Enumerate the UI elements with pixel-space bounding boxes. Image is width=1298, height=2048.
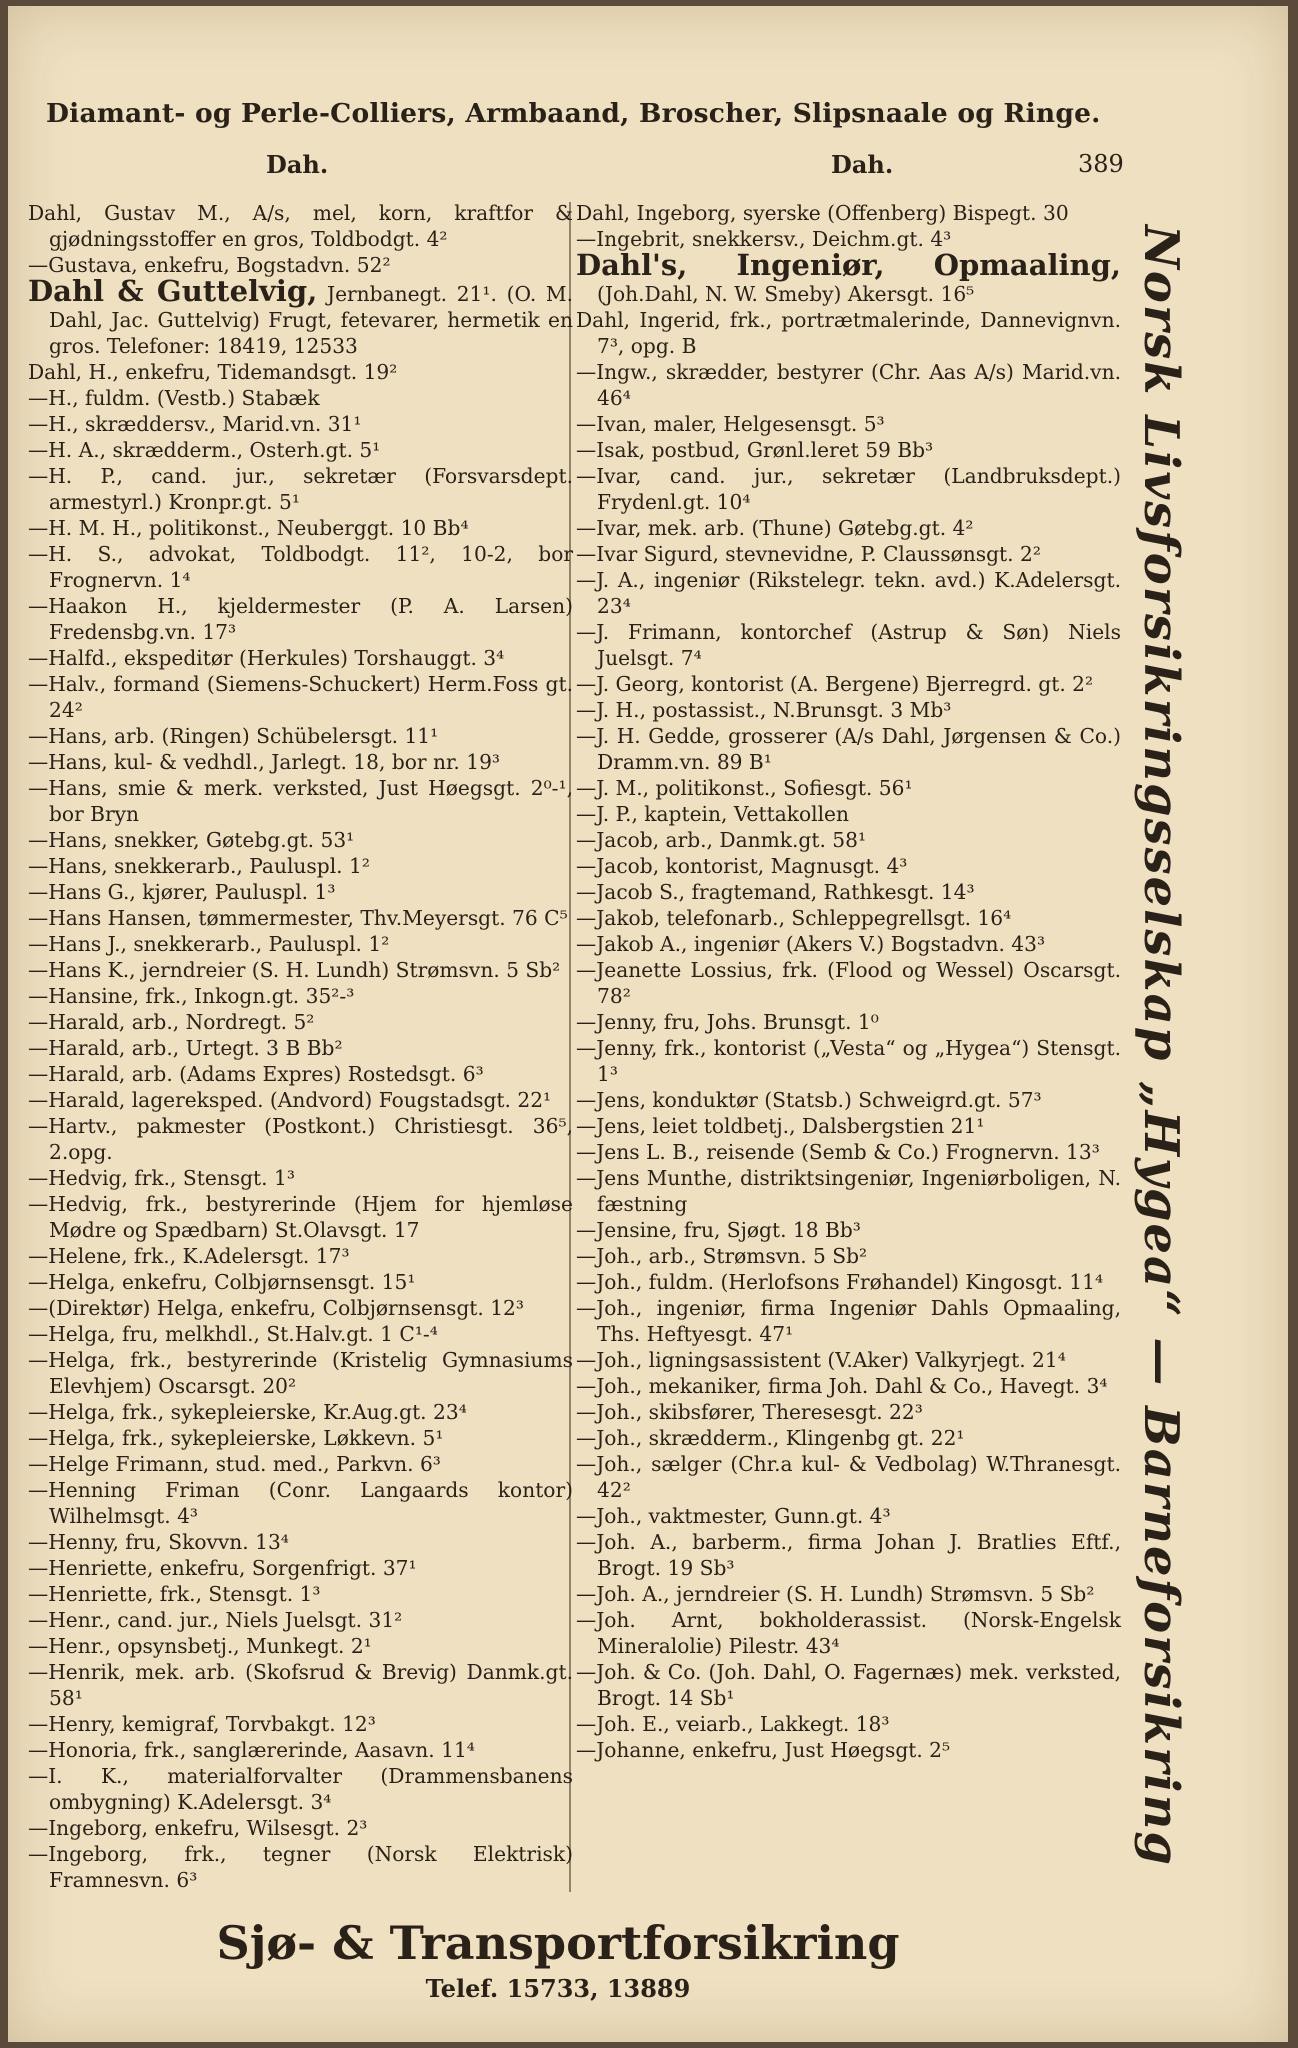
list-item: —Helga, frk., sykepleierske, Kr.Aug.gt. 23⁴: [28, 1400, 467, 1424]
header-left: Dah.: [266, 150, 329, 179]
list-item: —Ingeborg, enkefru, Wilsesgt. 2³: [28, 1816, 368, 1840]
list-item: —Hansine, frk., Inkogn.gt. 35²-³: [28, 984, 355, 1008]
directory-page: [8, 6, 1288, 2042]
list-item: —Ingw., skrædder, bestyrer (Chr. Aas A/s) Marid.vn. 46⁴: [576, 360, 1121, 410]
list-item: —Jens, leiet toldbetj., Dalsbergstien 21¹: [576, 1114, 985, 1138]
list-item-dahls-ingenior: [576, 248, 1121, 307]
side-advert-text: Norsk Livsforsikringsselskap „Hygea“ — Barneforsikring: [1133, 225, 1189, 1867]
list-item: —J. A., ingeniør (Rikstelegr. tekn. avd.) K.Adelersgt. 23⁴: [576, 568, 1121, 618]
list-item: —Joh. A., barberm., firma Johan J. Bratlies Eftf., Brogt. 19 Sb³: [576, 1530, 1121, 1580]
list-item: —Ivan, maler, Helgesensgt. 5³: [576, 412, 885, 436]
list-item: —Jakob, telefonarb., Schleppegrellsgt. 16⁴: [576, 906, 1012, 930]
list-item: —H., fuldm. (Vestb.) Stabæk: [28, 386, 320, 410]
footer-advert-title: Sjø- & Transportforsikring: [216, 1916, 900, 1970]
list-item: —Joh. E., veiarb., Lakkegt. 18³: [576, 1712, 890, 1736]
list-item: —H. S., advokat, Toldbodgt. 11², 10-2, bor Frognervn. 1⁴: [28, 542, 573, 592]
list-item: —J. Georg, kontorist (A. Bergene) Bjerregrd. gt. 2²: [576, 672, 1094, 696]
list-item: —Gustava, enkefru, Bogstadvn. 52²: [28, 253, 391, 277]
list-item: —Henriette, enkefru, Sorgenfrigt. 37¹: [28, 1556, 417, 1580]
page-number: 389: [1078, 150, 1124, 178]
list-item: Dahl, Gustav M., A/s, mel, korn, kraftfor & gjødningsstoffer en gros, Toldbodgt. 4²: [28, 201, 573, 251]
header-right: Dah.: [831, 150, 894, 179]
list-item: —Ivar, mek. arb. (Thune) Gøtebg.gt. 4²: [576, 516, 974, 540]
list-item: —Jeanette Lossius, frk. (Flood og Wessel) Oscarsgt. 78²: [576, 958, 1121, 1008]
firm-text: (Joh.Dahl, N. W. Smeby) Akersgt. 16⁵: [597, 282, 975, 306]
list-item: —Jacob S., fragtemand, Rathkesgt. 14³: [576, 880, 975, 904]
list-item: —Joh., ligningsassistent (V.Aker) Valkyrjegt. 21⁴: [576, 1348, 1066, 1372]
list-item: —Ivar, cand. jur., sekretær (Landbruksdept.) Frydenl.gt. 10⁴: [576, 464, 1121, 514]
list-item: —Joh., vaktmester, Gunn.gt. 4³: [576, 1504, 891, 1528]
side-advert: [1126, 216, 1196, 1876]
list-item: —I. K., materialforvalter (Drammensbanens ombygning) K.Adelersgt. 3⁴: [28, 1764, 573, 1814]
list-item: —Harald, arb. (Adams Expres) Rostedsgt. 6³: [28, 1062, 484, 1086]
list-item: —Henr., opsynsbetj., Munkegt. 2¹: [28, 1634, 372, 1658]
list-item: —Jenny, fru, Johs. Brunsgt. 1⁰: [576, 1010, 879, 1034]
list-item: —Ivar Sigurd, stevnevidne, P. Claussønsgt. 2²: [576, 542, 1041, 566]
list-item: —Helga, fru, melkhdl., St.Halv.gt. 1 C¹-⁴: [28, 1322, 438, 1346]
list-item: —Joh., arb., Strømsvn. 5 Sb²: [576, 1244, 868, 1268]
list-item: —Henny, fru, Skovvn. 13⁴: [28, 1530, 289, 1554]
list-item: —H. M. H., politikonst., Neuberggt. 10 Bb⁴: [28, 516, 469, 540]
list-item: —Ingeborg, frk., tegner (Norsk Elektrisk) Framnesvn. 6³: [28, 1842, 573, 1892]
list-item: —Henriette, frk., Stensgt. 1³: [28, 1582, 321, 1606]
list-item: Dahl, Ingerid, frk., portrætmalerinde, Dannevignvn. 7³, opg. B: [576, 308, 1121, 358]
list-item: —Ingebrit, snekkersv., Deichm.gt. 4³: [576, 227, 952, 251]
right-column: [576, 200, 1121, 1900]
list-item: —Hartv., pakmester (Postkont.) Christiesgt. 36⁵, 2.opg.: [28, 1114, 573, 1164]
list-item: —Jacob, kontorist, Magnusgt. 4³: [576, 854, 908, 878]
list-item: —Helene, frk., K.Adelersgt. 17³: [28, 1244, 350, 1268]
list-item: —J. M., politikonst., Sofiesgt. 56¹: [576, 776, 913, 800]
list-item: —Harald, arb., Urtegt. 3 B Bb²: [28, 1036, 343, 1060]
list-item: —Helge Frimann, stud. med., Parkvn. 6³: [28, 1452, 441, 1476]
list-item: —J. Frimann, kontorchef (Astrup & Søn) Niels Juelsgt. 7⁴: [576, 620, 1121, 670]
list-item: —Hans, snekker, Gøtebg.gt. 53¹: [28, 828, 355, 852]
list-item: Dahl, Ingeborg, syerske (Offenberg) Bispegt. 30: [576, 201, 1069, 225]
list-item: —Hans K., jerndreier (S. H. Lundh) Strømsvn. 5 Sb²: [28, 958, 561, 982]
list-item: —Joh., fuldm. (Herlofsons Frøhandel) Kingosgt. 11⁴: [576, 1270, 1104, 1294]
list-item: —Harald, lagereksped. (Andvord) Fougstadsgt. 22¹: [28, 1088, 552, 1112]
list-item: —Honoria, frk., sanglærerinde, Aasavn. 11⁴: [28, 1738, 475, 1762]
top-advert-banner: Diamant- og Perle-Colliers, Armbaand, Broscher, Slipsnaale og Ringe.: [46, 98, 1101, 129]
list-item: —Henrik, mek. arb. (Skofsrud & Brevig) Danmk.gt. 58¹: [28, 1660, 573, 1710]
list-item: —Johanne, enkefru, Just Høegsgt. 2⁵: [576, 1738, 951, 1762]
list-item: —Joh., ingeniør, firma Ingeniør Dahls Opmaaling, Ths. Heftyesgt. 47¹: [576, 1296, 1121, 1346]
firm-text: Jernbanegt. 21¹. (O. M. Dahl, Jac. Guttelvig) Frugt, fetevarer, hermetik en gros. Telefoner: 18419, 12533: [49, 282, 574, 358]
list-item: —Joh., sælger (Chr.a kul- & Vedbolag) W.Thranesgt. 42²: [576, 1452, 1121, 1502]
list-item: Dahl, H., enkefru, Tidemandsgt. 19²: [28, 360, 398, 384]
firm-name: Dahl & Guttelvig,: [28, 274, 318, 308]
list-item: —Haakon H., kjeldermester (P. A. Larsen) Fredensbg.vn. 17³: [28, 594, 573, 644]
list-item: —Hans, kul- & vedhdl., Jarlegt. 18, bor nr. 19³: [28, 750, 501, 774]
list-item: —J. H., postassist., N.Brunsgt. 3 Mb³: [576, 698, 952, 722]
firm-name: Dahl's, Ingeniør, Opmaaling,: [576, 248, 1121, 282]
list-item: —Halv., formand (Siemens-Schuckert) Herm.Foss gt. 24²: [28, 672, 573, 722]
list-item: —Hedvig, frk., Stensgt. 1³: [28, 1166, 295, 1190]
list-item: —Hans, snekkerarb., Pauluspl. 1²: [28, 854, 370, 878]
list-item: —Halfd., ekspeditør (Herkules) Torshauggt. 3⁴: [28, 646, 505, 670]
list-item: —Henry, kemigraf, Torvbakgt. 12³: [28, 1712, 376, 1736]
list-item: —Harald, arb., Nordregt. 5²: [28, 1010, 315, 1034]
list-item: —Hans J., snekkerarb., Pauluspl. 1²: [28, 932, 390, 956]
list-item: —Isak, postbud, Grønl.leret 59 Bb³: [576, 438, 934, 462]
list-item: —H. A., skrædderm., Osterh.gt. 5¹: [28, 438, 381, 462]
list-item: —Joh., skrædderm., Klingenbg gt. 22¹: [576, 1426, 965, 1450]
list-item: —Henning Friman (Conr. Langaards kontor) Wilhelmsgt. 4³: [28, 1478, 573, 1528]
left-column: [28, 200, 573, 1900]
list-item: —Hans Hansen, tømmermester, Thv.Meyersgt. 76 C⁵: [28, 906, 568, 930]
list-item: —Joh. & Co. (Joh. Dahl, O. Fagernæs) mek. verksted, Brogt. 14 Sb¹: [576, 1660, 1121, 1710]
list-item: —Jakob A., ingeniør (Akers V.) Bogstadvn. 43³: [576, 932, 1046, 956]
list-item: —H., skræddersv., Marid.vn. 31¹: [28, 412, 362, 436]
list-item: —Hans, smie & merk. verksted, Just Høegsgt. 2⁰-¹, bor Bryn: [28, 776, 573, 826]
list-item: —Helga, enkefru, Colbjørnsensgt. 15¹: [28, 1270, 416, 1294]
list-item: —J. P., kaptein, Vettakollen: [576, 802, 850, 826]
list-item: —Jens, konduktør (Statsb.) Schweigrd.gt. 57³: [576, 1088, 1042, 1112]
footer-advert-phone: Telef. 15733, 13889: [425, 1974, 691, 2003]
list-item: —Hans, arb. (Ringen) Schübelersgt. 11¹: [28, 724, 439, 748]
list-item: —Joh. Arnt, bokholderassist. (Norsk-Engelsk Mineralolie) Pilestr. 43⁴: [576, 1608, 1121, 1658]
list-item: —Hedvig, frk., bestyrerinde (Hjem for hjemløse Mødre og Spædbarn) St.Olavsgt. 17: [28, 1192, 573, 1242]
list-item: —(Direktør) Helga, enkefru, Colbjørnsensgt. 12³: [28, 1296, 524, 1320]
list-item: —Helga, frk., sykepleierske, Løkkevn. 5¹: [28, 1426, 444, 1450]
list-item: —Jensine, fru, Sjøgt. 18 Bb³: [576, 1218, 861, 1242]
list-item: —H. P., cand. jur., sekretær (Forsvarsdept. armestyrl.) Kronpr.gt. 5¹: [28, 464, 573, 514]
list-item-dahl-guttelvig: [28, 274, 574, 359]
list-item: —Helga, frk., bestyrerinde (Kristelig Gymnasiums Elevhjem) Oscarsgt. 20²: [28, 1348, 573, 1398]
list-item: —Joh., mekaniker, firma Joh. Dahl & Co., Havegt. 3⁴: [576, 1374, 1108, 1398]
list-item: —Joh. A., jerndreier (S. H. Lundh) Strømsvn. 5 Sb²: [576, 1582, 1095, 1606]
list-item: —Joh., skibsfører, Theresesgt. 22³: [576, 1400, 923, 1424]
list-item: —Jens L. B., reisende (Semb & Co.) Frognervn. 13³: [576, 1140, 1100, 1164]
list-item: —J. H. Gedde, grosserer (A/s Dahl, Jørgensen & Co.) Dramm.vn. 89 B¹: [576, 724, 1121, 774]
list-item: —Jacob, arb., Danmk.gt. 58¹: [576, 828, 867, 852]
list-item: —Jenny, frk., kontorist („Vesta“ og „Hygea“) Stensgt. 1³: [576, 1036, 1121, 1086]
list-item: —Henr., cand. jur., Niels Juelsgt. 31²: [28, 1608, 403, 1632]
list-item: —Jens Munthe, distriktsingeniør, Ingeniørboligen, N. fæstning: [576, 1166, 1121, 1216]
list-item: —Hans G., kjører, Pauluspl. 1³: [28, 880, 336, 904]
